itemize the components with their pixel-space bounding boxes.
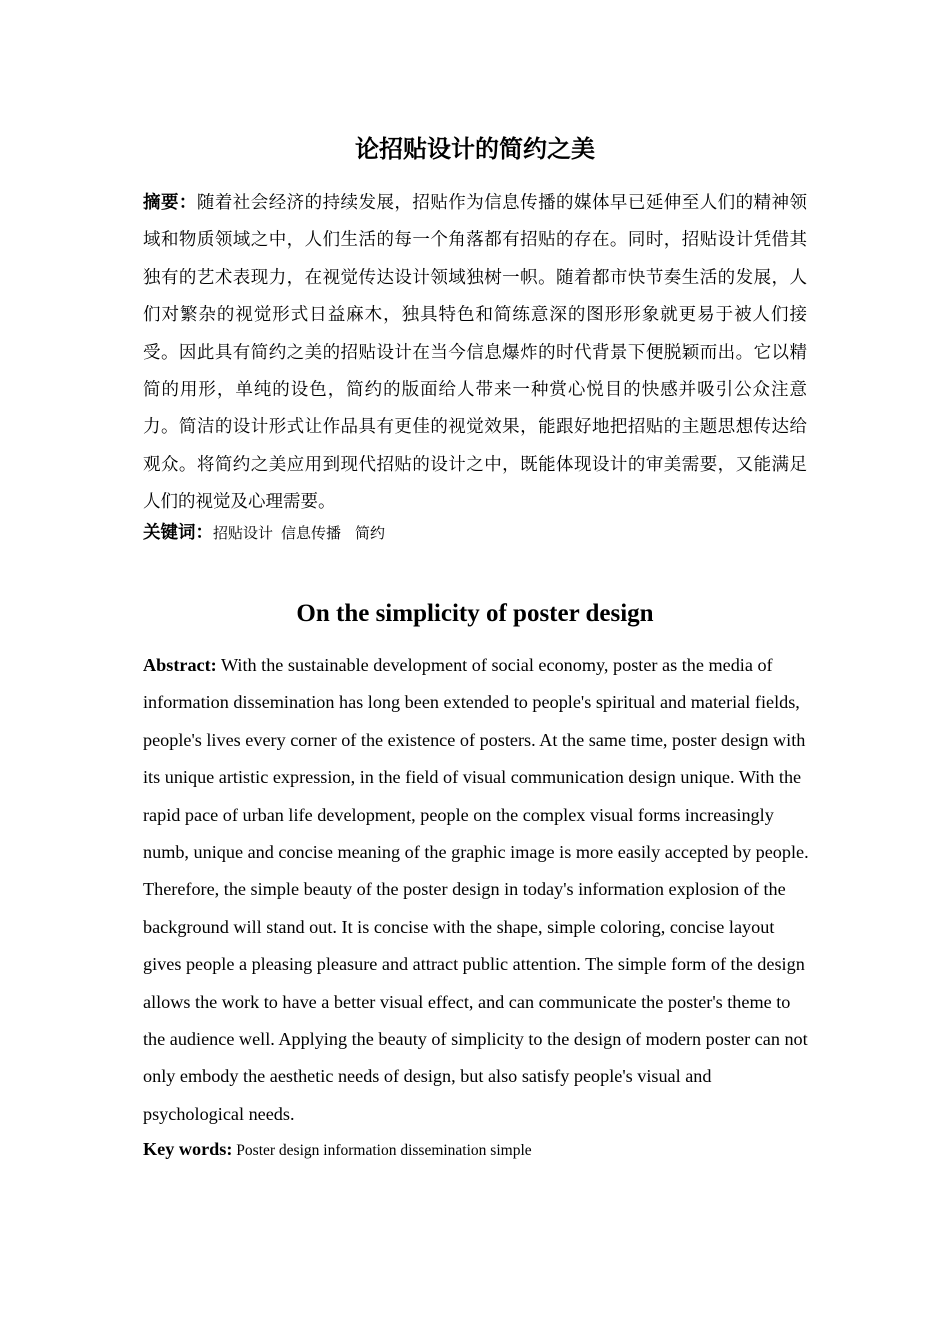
english-title: On the simplicity of poster design bbox=[296, 600, 654, 627]
chinese-abstract-label: 摘要： bbox=[143, 193, 197, 213]
chinese-title: 论招贴设计的简约之美 bbox=[355, 135, 595, 163]
chinese-keyword: 招贴设计 bbox=[213, 524, 274, 542]
english-abstract-label: Abstract: bbox=[143, 655, 217, 675]
chinese-keyword: 简约 bbox=[355, 524, 386, 542]
english-keywords-label: Key words: bbox=[143, 1139, 233, 1159]
english-keywords-text: Poster design information dissemination simple bbox=[236, 1142, 532, 1159]
chinese-abstract bbox=[143, 185, 807, 522]
chinese-abstract-text: 随着社会经济的持续发展，招贴作为信息传播的媒体早已延伸至人们的精神领域和物质领域之中，人们生活的每一个角落都有招贴的存在。同时，招贴设计凭借其独有的艺术表现力，在视觉传达设计领域独树一帜。随着都市快节奏生活的发展，人们对繁杂的视觉形式日益麻木，独具特色和简练意深的图形形象就更易于被人们接受。因此具有简约之美的招贴设计在当今信息爆炸的时代背景下便脱颖而出。它以精简的用形，单纯的设色，简约的版面给人带来一种赏心悦目的快感并吸引公众注意力。简洁的设计形式让作品具有更佳的视觉效果，能跟好地把招贴的主题思想传达给观众。将简约之美应用到现代招贴的设计之中，既能体现设计的审美需要，又能满足人们的视觉及心理需要。 bbox=[143, 193, 807, 513]
english-keywords bbox=[143, 1134, 807, 1166]
chinese-keywords-label: 关键词： bbox=[143, 523, 213, 543]
chinese-keywords bbox=[143, 518, 807, 548]
chinese-keyword: 信息传播 bbox=[281, 524, 342, 542]
english-abstract-text: With the sustainable development of social economy, poster as the media of information dissemination has long been extended to people's spiritual and material fields, people's lives every corner of the existence of posters. At the same time, poster design with its unique artistic expression, in the field of visual communication design unique. With the rapid pace of urban life development, people on the complex visual forms increasingly numb, unique and concise meaning of the graphic image is more easily accepted by people. Therefore, the simple beauty of the poster design in today's information explosion of the background will stand out. It is concise with the shape, simple coloring, concise layout gives people a pleasing pleasure and attract public attention. The simple form of the design allows the work to have a better visual effect, and can communicate the poster's theme to the audience well. Applying the beauty of simplicity to the design of modern poster can not only embody the aesthetic needs of design, but also satisfy people's visual and psychological needs. bbox=[143, 655, 809, 1124]
english-abstract bbox=[143, 647, 811, 1133]
